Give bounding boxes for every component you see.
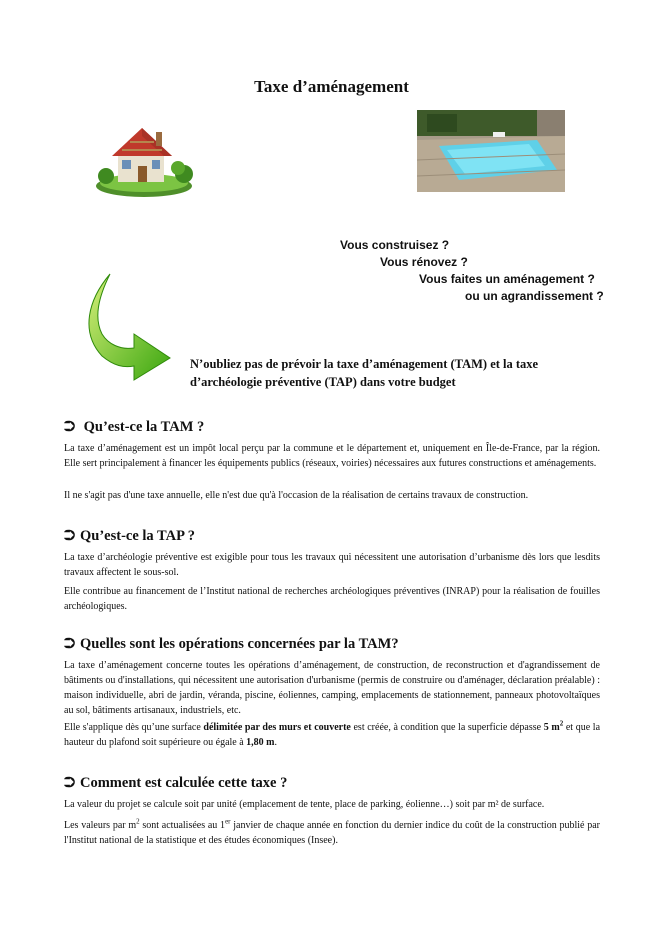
swimming-pool-photo: [417, 110, 565, 192]
section-title-tam: [64, 419, 204, 436]
section-title-text: Qu’est-ce la TAM ?: [83, 419, 205, 435]
superscript: er: [225, 817, 231, 826]
paragraph: Il ne s'agit pas d'une taxe annuelle, elle n'est due qu'à l'occasion de la réalisation de certains travaux de construction.: [64, 490, 529, 501]
text-run: et que la hauteur du plafond soit supérieure ou égale à: [64, 722, 601, 748]
paragraph: [64, 720, 600, 750]
pointing-hand-icon: ⮊: [64, 528, 76, 544]
paragraph: La taxe d’archéologie préventive est exigible pour tous les travaux qui nécessitent une autorisation d’urbanisme dès lors que lesdits travaux affectent le sous-sol.: [64, 552, 600, 578]
section-title-tap: [64, 528, 195, 545]
paragraph: [64, 818, 600, 848]
superscript: 2: [559, 719, 564, 728]
text-run: est créée, à condition que la superficie dépasse: [350, 722, 544, 733]
pointing-hand-icon: ⮊: [64, 636, 76, 652]
question-line: ou un agrandissement ?: [465, 289, 604, 303]
section-title-text: Comment est calculée cette taxe ?: [80, 775, 288, 791]
bold-text: [543, 719, 564, 733]
pointing-hand-icon: ⮊: [64, 775, 76, 791]
house-construction-illustration: [92, 120, 196, 198]
paragraph: La valeur du projet se calcule soit par unité (emplacement de tente, place de parking, éolienne…) soit par m² de surface.: [64, 799, 545, 810]
section-title-text: Quelles sont les opérations concernées par la TAM?: [80, 636, 399, 652]
section-title-text: Qu’est-ce la TAP ?: [80, 528, 196, 544]
pointing-hand-icon: ⮊: [64, 419, 76, 435]
text-run: 5 m: [543, 722, 560, 733]
question-line: Vous rénovez ?: [380, 255, 468, 269]
question-line: Vous faites un aménagement ?: [419, 272, 595, 286]
paragraph: Elle contribue au financement de l’Institut national de recherches archéologiques préventives (INRAP) pour la réalisation de fouilles archéologiques.: [64, 586, 600, 612]
page-title: Taxe d’aménagement: [254, 77, 409, 96]
section-title-calculation: [64, 775, 287, 792]
text-run: janvier de chaque année en fonction du dernier indice du coût de la construction publié par l'Institut national de la statistique et des études économiques (Insee).: [64, 820, 600, 846]
bold-text: délimitée par des murs et couverte: [203, 722, 351, 733]
budget-reminder: N’oubliez pas de prévoir la taxe d’aménagement (TAM) et la taxe d’archéologie préventive (TAP) dans votre budget: [190, 357, 539, 389]
text-run: .: [274, 737, 278, 748]
paragraph: La taxe d’aménagement est un impôt local perçu par la commune et le département et, uniquement en Île-de-France, par la région. Elle sert principalement à financer les équipements publics (réseaux, voiries) nécessaires aux futures constructions et aménagements.: [64, 443, 600, 469]
text-run: sont actualisées au 1: [139, 820, 226, 831]
bold-text: 1,80 m: [246, 737, 275, 748]
superscript: 2: [136, 817, 140, 826]
section-title-operations: [64, 636, 399, 653]
green-curved-arrow-icon: [58, 270, 176, 385]
text-run: Les valeurs par m: [64, 820, 137, 831]
paragraph: La taxe d’aménagement concerne toutes les opérations d’aménagement, de construction, de reconstruction et d'agrandissement de bâtiments ou d'installations, qui nécessitent une autorisation d'urbanisme (permis de construire ou d'aménager, déclaration préalable) : maison individuelle, abri de jardin, véranda, piscine, éoliennes, camping, emplacements de stationnement, panneaux photovoltaïques au sol, bâtiments artisanaux, industriels, etc.: [64, 660, 600, 716]
text-run: Elle s'applique dès qu’une surface: [64, 722, 204, 733]
question-line: Vous construisez ?: [340, 238, 450, 252]
